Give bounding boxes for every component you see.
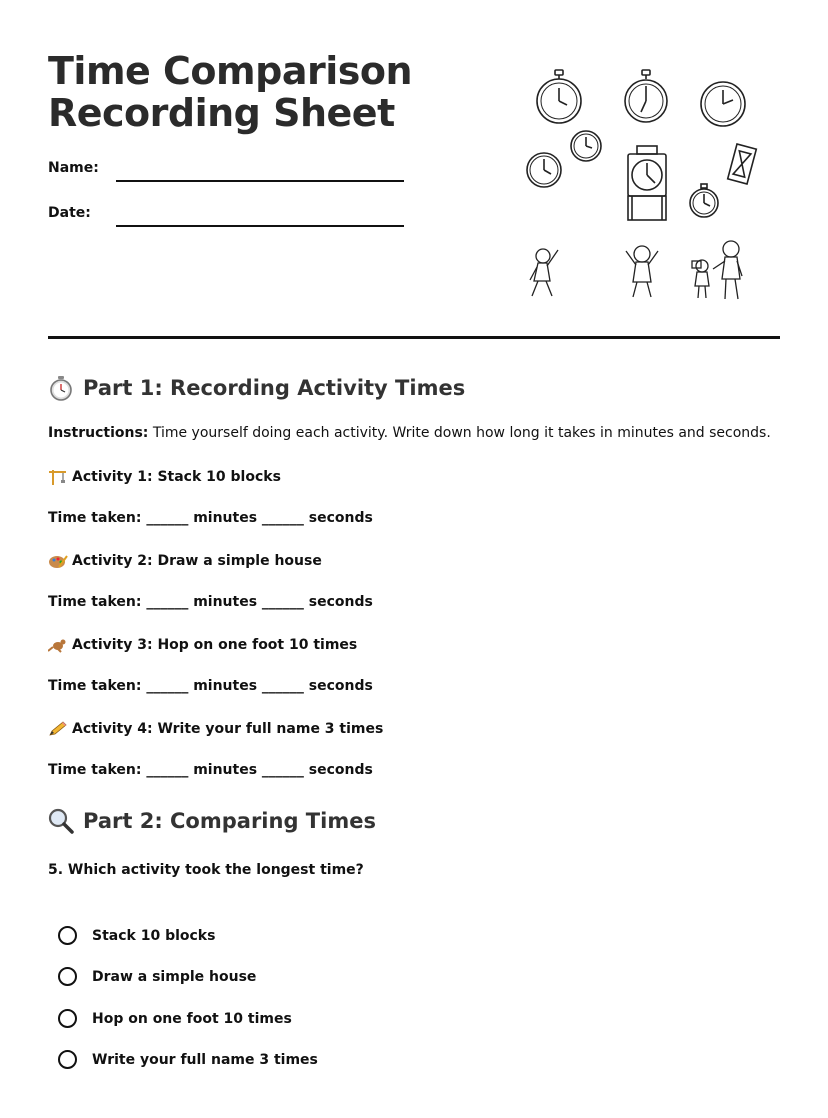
option-label: Stack 10 blocks <box>92 927 216 944</box>
stopwatch-icon <box>690 184 718 217</box>
date-label: Date: <box>48 205 91 221</box>
child-icon <box>530 249 558 296</box>
title-line-1: Time Comparison <box>48 49 413 93</box>
crane-icon <box>48 469 68 485</box>
clock-icon <box>701 82 745 126</box>
activity-3-title <box>48 637 357 653</box>
activity-4-label: Activity 4: Write your full name 3 times <box>72 721 384 737</box>
activity-1-time[interactable]: Time taken: ______ minutes ______ seconds <box>48 510 373 526</box>
hourglass-icon <box>728 144 757 184</box>
part1-heading <box>48 375 465 401</box>
activity-2-time[interactable]: Time taken: ______ minutes ______ seconds <box>48 594 373 610</box>
instructions-label: Instructions: <box>48 425 149 441</box>
name-label: Name: <box>48 160 99 176</box>
activity-4-title <box>48 721 383 737</box>
kangaroo-icon <box>48 637 68 653</box>
activity-4-time[interactable]: Time taken: ______ minutes ______ seconds <box>48 762 373 778</box>
option-label: Hop on one foot 10 times <box>92 1010 292 1027</box>
option-label: Write your full name 3 times <box>92 1051 318 1068</box>
clocks-children-illustration <box>520 66 760 306</box>
child-icon <box>713 241 742 299</box>
option-draw-house[interactable] <box>58 967 256 986</box>
option-write-name[interactable] <box>58 1050 318 1069</box>
activity-1-label: Activity 1: Stack 10 blocks <box>72 469 281 485</box>
child-icon <box>692 260 709 298</box>
clock-icon <box>571 131 601 161</box>
radio-button[interactable] <box>58 1009 77 1028</box>
activity-2-title <box>48 553 322 569</box>
clock-icon <box>527 153 561 187</box>
radio-button[interactable] <box>58 967 77 986</box>
child-icon <box>626 246 658 297</box>
instructions-text: Time yourself doing each activity. Write down how long it takes in minutes and seconds. <box>148 425 771 441</box>
stopwatch-icon <box>48 375 74 401</box>
grandfather-clock-icon <box>628 146 666 220</box>
page-title <box>48 50 412 134</box>
stopwatch-icon <box>625 70 667 122</box>
activity-3-time[interactable]: Time taken: ______ minutes ______ seconds <box>48 678 373 694</box>
title-line-2: Recording Sheet <box>48 91 395 135</box>
part2-heading-text: Part 2: Comparing Times <box>83 809 376 833</box>
option-hop-foot[interactable] <box>58 1009 292 1028</box>
part2-heading <box>48 808 376 834</box>
date-field[interactable] <box>116 225 404 227</box>
section-divider <box>48 336 780 339</box>
name-field[interactable] <box>116 180 404 182</box>
option-stack-blocks[interactable] <box>58 926 215 945</box>
magnifier-icon <box>48 808 74 834</box>
activity-1-title <box>48 469 281 485</box>
radio-button[interactable] <box>58 1050 77 1069</box>
instructions <box>48 425 771 441</box>
radio-button[interactable] <box>58 926 77 945</box>
activity-3-label: Activity 3: Hop on one foot 10 times <box>72 637 358 653</box>
activity-2-label: Activity 2: Draw a simple house <box>72 553 322 569</box>
part1-heading-text: Part 1: Recording Activity Times <box>83 376 466 400</box>
pencil-icon <box>48 721 68 737</box>
question-5: 5. Which activity took the longest time? <box>48 862 364 878</box>
stopwatch-icon <box>537 70 581 123</box>
paint-palette-icon <box>48 553 68 569</box>
option-label: Draw a simple house <box>92 968 257 985</box>
